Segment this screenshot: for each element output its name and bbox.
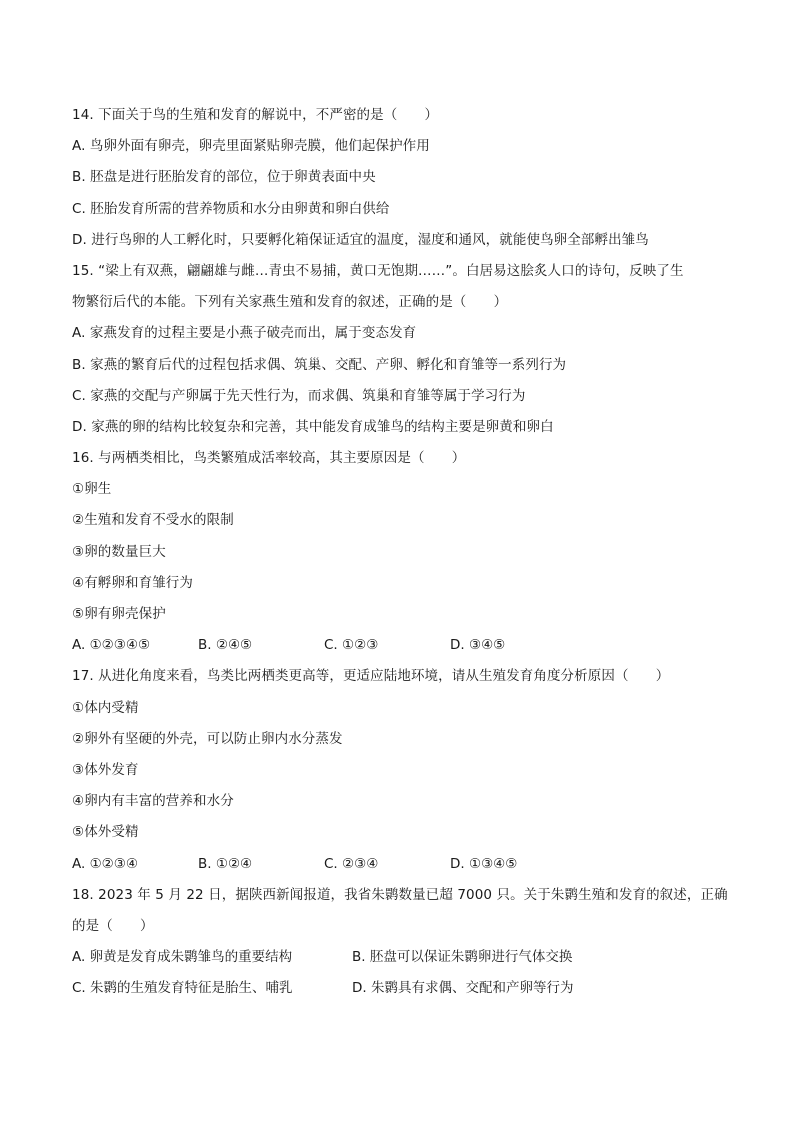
question-stem-continued: 物繁衍后代的本能。下列有关家燕生殖和发育的叙述，正确的是（ ） xyxy=(72,294,508,311)
option-c: C. 家燕的交配与产卵属于先天性行为，而求偶、筑巢和育雏等属于学习行为 xyxy=(72,387,526,404)
question-stem: 14. 下面关于鸟的生殖和发育的解说中，不严密的是（ ） xyxy=(72,107,439,123)
option-a: A. 家燕发育的过程主要是小燕子破壳而出，属于变态发育 xyxy=(72,325,417,342)
option-d: D. 进行鸟卵的人工孵化时，只要孵化箱保证适宜的温度，湿度和通风，就能使鸟卵全部孵出雏鸟 xyxy=(72,231,649,248)
option-d: D. ③④⑤ xyxy=(450,637,506,654)
statement-item: ②生殖和发育不受水的限制 xyxy=(72,512,234,529)
option-c: C. ①②③ xyxy=(324,637,379,654)
option-a: A. 鸟卵外面有卵壳，卵壳里面紧贴卵壳膜，他们起保护作用 xyxy=(72,138,430,155)
option-d: D. 朱鹮具有求偶、交配和产卵等行为 xyxy=(352,980,574,997)
statement-item: ③体外发育 xyxy=(72,761,139,778)
option-b: B. ②④⑤ xyxy=(198,637,253,654)
exam-page xyxy=(72,100,727,1004)
option-a: A. ①②③④⑤ xyxy=(72,637,151,654)
options-row xyxy=(72,849,727,880)
option-a: A. ①②③④ xyxy=(72,855,138,872)
options-row xyxy=(72,630,727,661)
statement-item: ④卵内有丰富的营养和水分 xyxy=(72,793,234,810)
option-c: C. 胚胎发育所需的营养物质和水分由卵黄和卵白供给 xyxy=(72,200,390,217)
question-14 xyxy=(72,100,727,256)
statement-item: ①体内受精 xyxy=(72,699,139,716)
question-stem: 18. 2023 年 5 月 22 日，据陕西新闻报道，我省朱鹮数量已超 7000 只。关于朱鹮生殖和发育的叙述，正确 xyxy=(72,886,728,903)
options-row xyxy=(72,942,727,973)
option-b: B. 胚盘是进行胚胎发育的部位，位于卵黄表面中央 xyxy=(72,169,376,186)
option-d: D. ①③④⑤ xyxy=(450,855,518,872)
question-stem: 16. 与两栖类相比，鸟类繁殖成活率较高，其主要原因是（ ） xyxy=(72,450,466,467)
question-17 xyxy=(72,661,727,879)
statement-item: ①卵生 xyxy=(72,481,112,498)
question-stem-continued: 的是（ ） xyxy=(72,917,154,934)
options-row xyxy=(72,973,727,1004)
option-a: A. 卵黄是发育成朱鹮雏鸟的重要结构 xyxy=(72,949,293,966)
option-d: D. 家燕的卵的结构比较复杂和完善，其中能发育成雏鸟的结构主要是卵黄和卵白 xyxy=(72,418,554,435)
option-c: C. ②③④ xyxy=(324,855,379,872)
option-c: C. 朱鹮的生殖发育特征是胎生、哺乳 xyxy=(72,980,293,997)
option-b: B. 胚盘可以保证朱鹮卵进行气体交换 xyxy=(352,949,573,966)
statement-item: ③卵的数量巨大 xyxy=(72,543,166,560)
statement-item: ④有孵卵和育雏行为 xyxy=(72,574,194,591)
question-18 xyxy=(72,880,727,1005)
question-16 xyxy=(72,443,727,661)
question-stem: 17. 从进化角度来看，鸟类比两栖类更高等，更适应陆地环境，请从生殖发育角度分析原因（ ） xyxy=(72,668,670,685)
question-15 xyxy=(72,256,727,443)
statement-item: ⑤体外受精 xyxy=(72,824,139,841)
statement-item: ②卵外有坚硬的外壳，可以防止卵内水分蒸发 xyxy=(72,730,343,747)
statement-item: ⑤卵有卵壳保护 xyxy=(72,606,166,622)
option-b: B. 家燕的繁育后代的过程包括求偶、筑巢、交配、产卵、孵化和育雏等一系列行为 xyxy=(72,356,567,373)
option-b: B. ①②④ xyxy=(198,855,253,872)
question-stem: 15. “梁上有双燕，翩翩雄与雌…青虫不易捕，黄口无饱期……”。白居易这脍炙人口的诗句，反映了生 xyxy=(72,262,684,279)
